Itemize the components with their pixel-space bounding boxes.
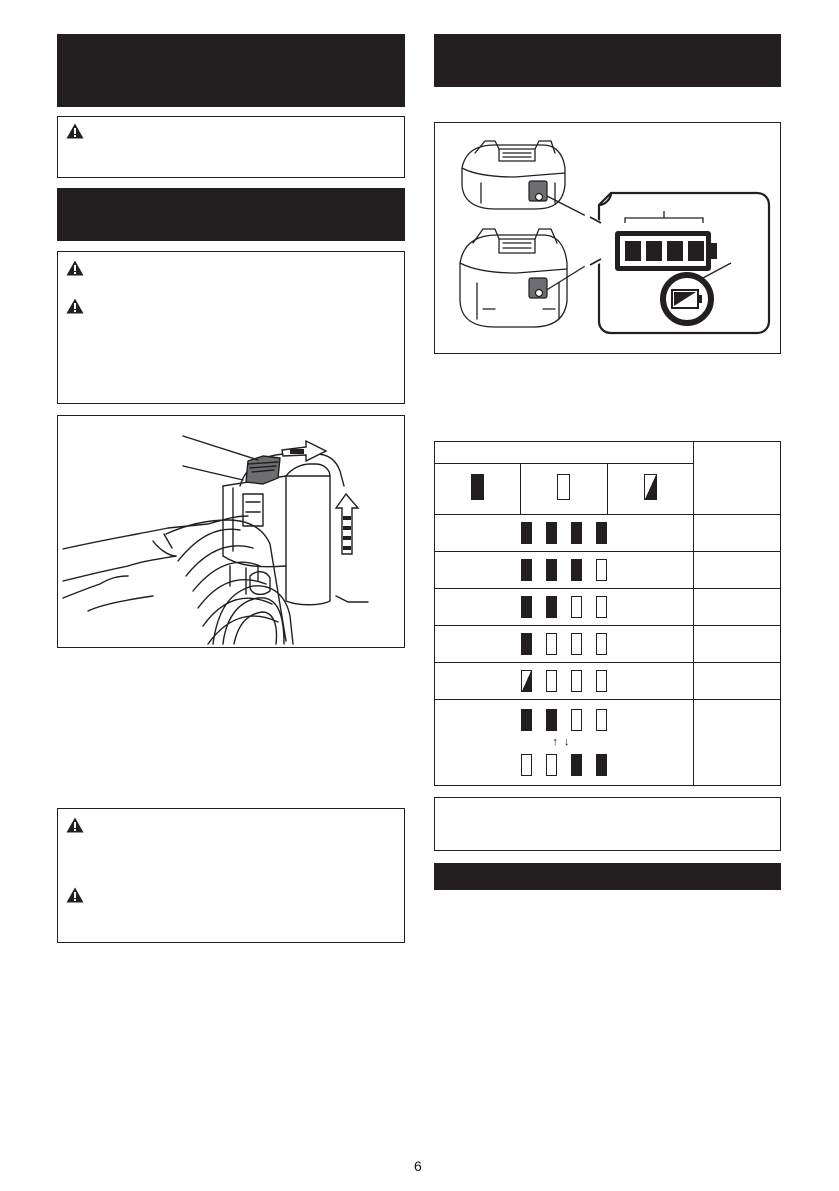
row-1-lamp-2 <box>546 522 557 544</box>
indicator-lamps-cell <box>435 515 694 552</box>
row-4-lamp-1 <box>521 633 532 655</box>
figure-battery-removal <box>57 415 405 648</box>
row-6-lamp-1 <box>521 709 532 731</box>
left-section-header-1 <box>57 34 405 107</box>
row-2-lamp-3 <box>571 559 582 581</box>
warning-triangle-icon <box>66 260 84 276</box>
row-2-lamp-4 <box>596 559 607 581</box>
legend-lit <box>435 464 521 515</box>
indicator-lamps-cell <box>435 589 694 626</box>
row-3-lamp-1 <box>521 596 532 618</box>
row-5-lamp-1 <box>521 670 532 692</box>
indicator-row <box>435 515 781 552</box>
legend-blinking <box>607 464 693 515</box>
row-6-alt-lamp-1 <box>521 754 532 776</box>
indicator-lamps-cell <box>435 552 694 589</box>
row-5-lamp-4 <box>596 670 607 692</box>
bottom-section-header <box>434 863 781 890</box>
header-indicator-lamps <box>435 442 694 464</box>
row-2-lamp-2 <box>546 559 557 581</box>
remaining-capacity-cell <box>693 589 780 626</box>
right-section-header <box>434 34 781 87</box>
battery-indicator-table <box>434 441 781 786</box>
indicator-lamps-cell <box>435 700 694 786</box>
remaining-capacity-cell <box>693 663 780 700</box>
row-1-lamp-1 <box>521 522 532 544</box>
up-arrow-icon <box>336 494 358 554</box>
lamp-lit-icon <box>471 474 484 500</box>
row-4-lamp-2 <box>546 633 557 655</box>
row-6-alt-lamp-2 <box>546 754 557 776</box>
row-6-lamp-4 <box>596 709 607 731</box>
indicator-row <box>435 589 781 626</box>
warning-box-2 <box>57 251 405 404</box>
lamp-blinking-icon <box>644 474 657 500</box>
battery-indicator-illustration <box>435 123 779 352</box>
row-6-lamp-2 <box>546 709 557 731</box>
row-6-alt-lamp-3 <box>571 754 582 776</box>
warning-box-3 <box>57 808 405 943</box>
row-5-lamp-2 <box>546 670 557 692</box>
row-6-alt-lamp-4 <box>596 754 607 776</box>
warning-triangle-icon <box>66 887 84 903</box>
row-1-lamp-3 <box>571 522 582 544</box>
row-6-lamp-3 <box>571 709 582 731</box>
row-3-lamp-2 <box>546 596 557 618</box>
figure-battery-indicator <box>434 122 781 354</box>
indicator-lamps-cell <box>435 663 694 700</box>
note-box <box>434 797 781 851</box>
warning-triangle-icon <box>66 123 84 139</box>
indicator-row <box>435 626 781 663</box>
row-4-lamp-4 <box>596 633 607 655</box>
row-3-lamp-4 <box>596 596 607 618</box>
row-1-lamp-4 <box>596 522 607 544</box>
remaining-capacity-cell <box>693 626 780 663</box>
row-3-lamp-3 <box>571 596 582 618</box>
row-4-lamp-3 <box>571 633 582 655</box>
warning-triangle-icon <box>66 817 84 833</box>
row-5-lamp-3 <box>571 670 582 692</box>
row-2-lamp-1 <box>521 559 532 581</box>
remaining-capacity-cell <box>693 552 780 589</box>
warning-box-1 <box>57 116 405 178</box>
alternating-arrows-icon: ↑↓ <box>552 736 576 748</box>
legend-off <box>521 464 607 515</box>
page-number: 6 <box>414 1158 422 1174</box>
warning-triangle-icon <box>66 298 84 314</box>
lamp-off-icon <box>557 474 570 500</box>
indicator-lamps-cell <box>435 626 694 663</box>
left-section-header-2 <box>57 188 405 241</box>
remaining-capacity-cell <box>693 700 780 786</box>
remaining-capacity-cell <box>693 515 780 552</box>
battery-removal-illustration <box>58 416 403 646</box>
indicator-row <box>435 552 781 589</box>
indicator-row <box>435 700 781 786</box>
header-remaining-capacity <box>693 442 780 515</box>
indicator-row <box>435 663 781 700</box>
